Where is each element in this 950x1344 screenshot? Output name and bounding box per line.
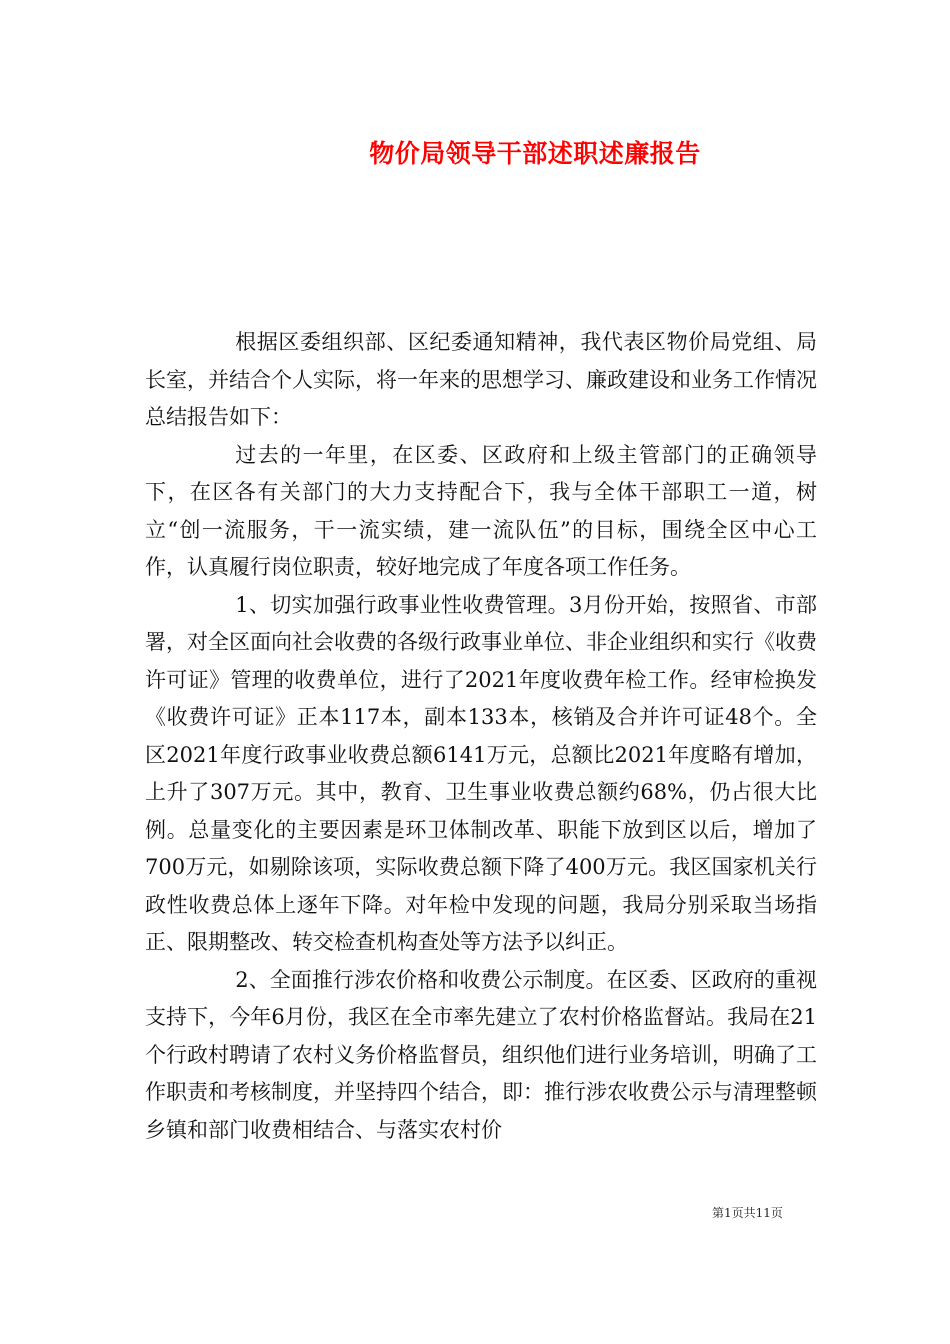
paragraph-agricultural-pricing: 2、全面推行涉农价格和收费公示制度。在区委、区政府的重视支持下，今年6月份，我区在全市率先建立了农村价格监督站。我局在21个行政村聘请了农村义务价格监督员，组织他们进行业务培训，明确了工作职责和考核制度，并坚持四个结合，即：推行涉农收费公示与清理整顿乡镇和部门收费相结合、与落实农村价	[145, 967, 817, 1142]
document-title: 物价局领导干部述职述廉报告	[369, 139, 701, 168]
paragraph-fee-management: 1、切实加强行政事业性收费管理。3月份开始，按照省、市部署，对全区面向社会收费的各级行政事业单位、非企业组织和实行《收费许可证》管理的收费单位，进行了2021年度收费年检工作。经审检换发《收费许可证》正本117本，副本133本，核销及合并许可证48个。全区2021年度行政事业收费总额6141万元，总额比2021年度略有增加，上升了307万元。其中，教育、卫生事业收费总额约68%，仍占很大比例。总量变化的主要因素是环卫体制改革、职能下放到区以后，增加了700万元，如剔除该项，实际收费总额下降了400万元。我区国家机关行政性收费总体上逐年下降。对年检中发现的问题，我局分别采取当场指正、限期整改、转交检查机构查处等方法予以纠正。	[145, 592, 817, 954]
document-body	[145, 324, 817, 1149]
paragraph-intro: 根据区委组织部、区纪委通知精神，我代表区物价局党组、局长室，并结合个人实际，将一年来的思想学习、廉政建设和业务工作情况总结报告如下：	[145, 330, 817, 429]
paragraph-overview: 过去的一年里，在区委、区政府和上级主管部门的正确领导下，在区各有关部门的大力支持配合下，我与全体干部职工一道，树立“创一流服务，干一流实绩，建一流队伍”的目标，围绕全区中心工作，认真履行岗位职责，较好地完成了年度各项工作任务。	[145, 442, 817, 579]
page-number: 第1页共11页	[712, 1206, 783, 1220]
